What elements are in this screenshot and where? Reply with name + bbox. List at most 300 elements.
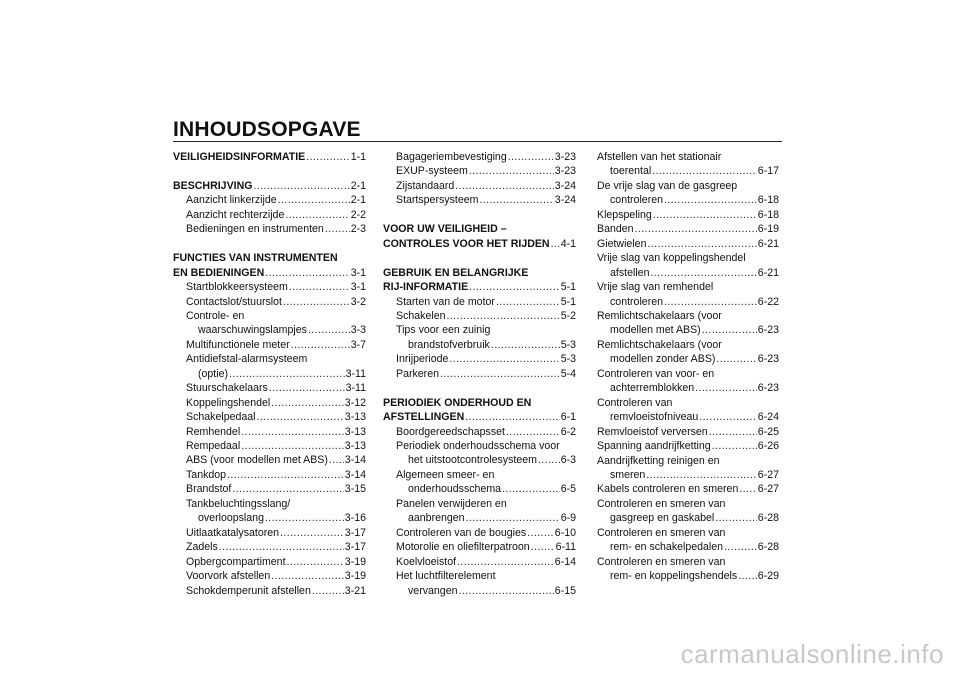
toc-entry-continued (597, 396, 779, 410)
toc-entry-label: Remlichtschakelaars (voor (597, 309, 722, 322)
toc-entry[interactable] (383, 511, 576, 525)
toc-entry[interactable] (173, 208, 366, 222)
toc-entry-continued (383, 468, 576, 482)
toc-entry-page-number: 3-16 (344, 512, 366, 525)
toc-entry-label: Het luchtfilterelement (396, 570, 496, 583)
toc-entry[interactable] (173, 323, 366, 337)
toc-entry-label: Controle- en (186, 309, 245, 322)
toc-entry-page-number: 5-1 (560, 281, 576, 294)
dot-leader (308, 323, 350, 337)
dot-leader (508, 150, 554, 164)
toc-entry[interactable] (383, 150, 576, 164)
dot-leader (440, 367, 560, 381)
toc-entry-page-number: 1-1 (350, 151, 366, 163)
dot-leader (257, 410, 344, 424)
toc-entry-label: modellen met ABS) (610, 324, 701, 337)
toc-entry[interactable] (383, 280, 576, 294)
toc-entry-label: Controleren van voor- en (597, 367, 715, 380)
toc-entry-page-number: 3-15 (344, 483, 366, 496)
dot-leader (285, 208, 349, 222)
toc-entry-label: Opbergcompartiment (186, 555, 286, 568)
toc-entry-label: Schakelen (396, 309, 446, 322)
toc-entry-label: het uitstootcontrolesysteem (408, 454, 537, 467)
toc-entry[interactable] (383, 367, 576, 381)
toc-entry[interactable] (597, 222, 779, 236)
toc-entry-label: Vrije slag van koppelingshendel (597, 252, 746, 265)
toc-entry-label: Vrije slag van remhendel (597, 281, 714, 294)
dot-leader (265, 266, 349, 280)
toc-entry-label: Periodiek onderhoudsschema voor (396, 440, 560, 453)
toc-entry-label: onderhoudsschema (408, 483, 502, 496)
toc-entry-page-number: 3-24 (554, 179, 576, 192)
toc-entry[interactable] (383, 193, 576, 207)
toc-entry-label: Aanzicht linkerzijde (186, 194, 277, 207)
dot-leader (496, 295, 560, 309)
toc-entry-label: Klepspeling (597, 208, 652, 221)
toc-entry-label: VEILIGHEIDSINFORMATIE (173, 151, 306, 163)
toc-entry[interactable] (597, 569, 779, 583)
toc-entry-label: Tips voor een zuinig (396, 324, 491, 337)
toc-entry[interactable] (383, 584, 576, 598)
toc-entry-page-number: 6-9 (560, 512, 576, 525)
toc-entry[interactable] (597, 511, 779, 525)
dot-leader (646, 468, 756, 482)
toc-entry[interactable] (383, 410, 576, 424)
toc-entry-label: Zijstandaard (396, 179, 455, 192)
toc-entry-page-number: 6-28 (757, 512, 779, 525)
dot-leader (271, 569, 344, 583)
toc-entry[interactable] (383, 309, 576, 323)
dot-leader (551, 237, 560, 251)
toc-entry-page-number: 6-14 (554, 555, 576, 568)
dot-leader (312, 584, 344, 598)
toc-entry[interactable] (597, 381, 779, 395)
dot-leader (695, 381, 757, 395)
toc-entry-label: gasgreep en gaskabel (610, 512, 715, 525)
toc-entry[interactable] (173, 179, 366, 193)
dot-leader (271, 396, 344, 410)
toc-entry-label: Controleren en smeren van (597, 526, 726, 539)
toc-entry[interactable] (383, 453, 576, 467)
toc-entry-label: AFSTELLINGEN (383, 411, 465, 424)
toc-entry-label: Algemeen smeer- en (396, 468, 495, 481)
toc-entry[interactable] (173, 280, 366, 294)
dot-leader (538, 453, 560, 467)
dot-leader (635, 222, 757, 236)
toc-entry-label: Startblokkeersysteem (186, 281, 288, 294)
toc-entry[interactable] (597, 468, 779, 482)
toc-entry-label: Remlichtschakelaars (voor (597, 338, 722, 351)
toc-entry-label: toerental (610, 165, 652, 178)
toc-entry-page-number: 3-7 (350, 338, 366, 351)
dot-leader (306, 150, 349, 164)
toc-entry[interactable] (173, 540, 366, 554)
toc-entry-label: FUNCTIES VAN INSTRUMENTEN (173, 252, 338, 265)
toc-entry[interactable] (173, 468, 366, 482)
toc-entry-page-number: 3-13 (344, 425, 366, 438)
toc-entry-label: Koppelingshendel (186, 396, 271, 409)
toc-entry-page-number: 3-14 (344, 468, 366, 481)
dot-leader (739, 482, 756, 496)
toc-entry[interactable] (173, 453, 366, 467)
dot-leader (241, 425, 344, 439)
toc-entry-page-number: 3-19 (344, 555, 366, 568)
toc-entry-label: Multifunctionele meter (186, 338, 290, 351)
toc-entry-label: Gietwielen (597, 237, 647, 250)
toc-entry[interactable] (383, 338, 576, 352)
toc-entry-continued (597, 338, 779, 352)
toc-entry-label: Startspersysteem (396, 194, 479, 207)
dot-leader (287, 555, 344, 569)
toc-entry[interactable] (597, 410, 779, 424)
dot-leader (724, 540, 757, 554)
toc-entry-label: Afstellen van het stationair (597, 151, 722, 163)
toc-entry-label: Controleren van (597, 396, 673, 409)
toc-entry-label: controleren (610, 194, 663, 207)
toc-entry-label: afstellen (610, 266, 650, 279)
toc-entry-label: aanbrengen (408, 512, 465, 525)
dot-leader (278, 193, 350, 207)
toc-entry-label: brandstofverbruik (408, 338, 490, 351)
toc-entry-page-number: 6-11 (555, 541, 576, 554)
toc-entry-label: Panelen verwijderen en (396, 497, 507, 510)
toc-entry-continued (173, 251, 366, 265)
toc-entry-label: De vrije slag van de gasgreep (597, 179, 738, 192)
dot-leader (502, 482, 560, 496)
toc-entry-page-number: 3-23 (554, 151, 576, 163)
toc-entry-label: RIJ-INFORMATIE (383, 281, 469, 294)
dot-leader (465, 410, 559, 424)
toc-column-2 (383, 150, 576, 598)
toc-entry-label: Boordgereedschapsset (396, 425, 505, 438)
toc-entry[interactable] (597, 482, 779, 496)
dot-leader (712, 439, 757, 453)
toc-entry-continued (383, 439, 576, 453)
toc-entry-page-number: 3-11 (345, 367, 366, 380)
toc-entry-label: Controleren en smeren van (597, 555, 726, 568)
toc-entry[interactable] (173, 150, 366, 164)
watermark: carmanualsonline.info (680, 639, 944, 669)
toc-entry[interactable] (597, 540, 779, 554)
dot-leader (449, 352, 559, 366)
toc-entry[interactable] (173, 396, 366, 410)
toc-entry[interactable] (173, 511, 366, 525)
toc-entry-page-number: 3-19 (344, 570, 366, 583)
dot-leader (702, 323, 757, 337)
toc-entry-page-number: 3-14 (344, 454, 366, 467)
toc-entry[interactable] (173, 482, 366, 496)
toc-entry-page-number: 3-1 (350, 266, 366, 279)
toc-entry-continued (597, 251, 779, 265)
dot-leader (527, 526, 554, 540)
toc-entry-page-number: 2-1 (350, 194, 366, 207)
toc-entry-page-number: 3-12 (344, 396, 366, 409)
dot-leader (280, 526, 344, 540)
toc-entry[interactable] (383, 237, 576, 251)
toc-entry-page-number: 6-28 (757, 541, 779, 554)
toc-entry[interactable] (173, 367, 366, 381)
toc-entry-page-number: 3-11 (345, 382, 366, 395)
dot-leader (715, 511, 757, 525)
toc-entry-label: Bedieningen en instrumenten (186, 223, 324, 236)
toc-entry-continued (597, 497, 779, 511)
toc-entry[interactable] (173, 338, 366, 352)
toc-entry-label: Bagageriembevestiging (396, 151, 507, 163)
toc-entry-page-number: 6-10 (554, 526, 576, 539)
dot-leader (219, 540, 344, 554)
toc-entry-page-number: 6-17 (757, 165, 779, 178)
toc-entry-page-number: 6-15 (554, 584, 576, 597)
dot-leader (446, 309, 559, 323)
toc-entry-label: Schokdemperunit afstellen (186, 584, 311, 597)
toc-entry-label: ABS (voor modellen met ABS) (186, 454, 328, 467)
toc-entry-page-number: 6-24 (757, 411, 779, 424)
toc-entry-continued (597, 179, 779, 193)
toc-entry-page-number: 6-19 (757, 223, 779, 236)
dot-leader (469, 164, 554, 178)
dot-leader (652, 164, 757, 178)
toc-entry[interactable] (597, 266, 779, 280)
toc-entry-continued (383, 569, 576, 583)
toc-entry-label: Stuurschakelaars (186, 382, 268, 395)
toc-entry-label: Banden (597, 223, 634, 236)
dot-leader (647, 237, 756, 251)
toc-entry-page-number: 3-24 (554, 194, 576, 207)
toc-entry[interactable] (173, 555, 366, 569)
toc-entry-page-number: 6-21 (757, 237, 779, 250)
dot-leader (650, 266, 756, 280)
toc-entry-page-number: 2-2 (350, 208, 366, 221)
toc-entry-continued (383, 222, 576, 236)
toc-entry-label: Controleren en smeren van (597, 497, 726, 510)
toc-entry-label: Tankbeluchtingsslang/ (186, 497, 291, 510)
toc-entry-continued (597, 367, 779, 381)
toc-entry-label: Aandrijfketting reinigen en (597, 454, 720, 467)
toc-entry-label: achterremblokken (610, 382, 695, 395)
toc-entry-continued (597, 309, 779, 323)
toc-entry-label: Motorolie en oliefilterpatroon (396, 541, 530, 554)
toc-entry[interactable] (383, 352, 576, 366)
toc-entry[interactable] (173, 425, 366, 439)
dot-leader (479, 193, 553, 207)
dot-leader (506, 425, 560, 439)
toc-entry[interactable] (383, 179, 576, 193)
toc-entry[interactable] (383, 425, 576, 439)
toc-entry-label: waarschuwingslampjes (198, 324, 307, 337)
toc-entry-page-number: 3-21 (344, 584, 366, 597)
dot-leader (531, 540, 555, 554)
toc-entry-label: Contactslot/stuurslot (186, 295, 282, 308)
toc-entry-page-number: 6-18 (757, 208, 779, 221)
toc-entry-page-number: 5-3 (560, 338, 576, 351)
toc-entry-continued (597, 280, 779, 294)
toc-entry[interactable] (173, 439, 366, 453)
toc-entry[interactable] (597, 164, 779, 178)
toc-entry-page-number: 6-2 (560, 425, 576, 438)
toc-entry-label: Brandstof (186, 483, 232, 496)
toc-entry[interactable] (173, 410, 366, 424)
toc-entry[interactable] (173, 295, 366, 309)
toc-entry-label: rem- en koppelingshendels (610, 570, 738, 583)
dot-leader (329, 453, 344, 467)
toc-entry-label: remvloeistofniveau (610, 411, 699, 424)
toc-entry-label: Controleren van de bougies (396, 526, 527, 539)
toc-column-3 (597, 150, 779, 584)
toc-entry[interactable] (597, 425, 779, 439)
toc-entry[interactable] (383, 482, 576, 496)
dot-leader (265, 511, 344, 525)
toc-entry-page-number: 6-22 (757, 295, 779, 308)
toc-entry-continued (597, 454, 779, 468)
dot-leader (289, 280, 350, 294)
toc-entry[interactable] (597, 439, 779, 453)
dot-leader (229, 367, 345, 381)
toc-entry-continued (173, 497, 366, 511)
dot-leader (291, 338, 350, 352)
toc-entry[interactable] (173, 266, 366, 280)
toc-entry-label: EN BEDIENINGEN (173, 266, 265, 279)
toc-entry-page-number: 3-13 (344, 411, 366, 424)
toc-entry-page-number: 5-2 (560, 309, 576, 322)
toc-entry-continued (597, 150, 779, 164)
toc-entry[interactable] (173, 222, 366, 236)
toc-entry-label: BESCHRIJVING (173, 179, 253, 192)
toc-entry-label: vervangen (408, 584, 458, 597)
toc-entry-page-number: 3-17 (344, 541, 366, 554)
toc-entry[interactable] (383, 295, 576, 309)
toc-entry-label: Koelvloeistof (396, 555, 457, 568)
toc-entry-page-number: 2-1 (350, 179, 366, 192)
dot-leader (241, 439, 344, 453)
toc-entry-label: Schakelpedaal (186, 411, 256, 424)
toc-entry-label: Inrijperiode (396, 353, 449, 366)
dot-leader (455, 179, 554, 193)
dot-leader (709, 425, 757, 439)
dot-leader (457, 555, 554, 569)
toc-entry-label: VOOR UW VEILIGHEID – (383, 223, 507, 236)
toc-entry-label: (optie) (198, 367, 229, 380)
dot-leader (699, 410, 756, 424)
toc-entry-label: modellen zonder ABS) (610, 353, 716, 366)
toc-entry[interactable] (173, 569, 366, 583)
toc-entry[interactable] (383, 540, 576, 554)
toc-entry[interactable] (597, 237, 779, 251)
dot-leader (458, 584, 553, 598)
toc-entry-continued (597, 555, 779, 569)
toc-entry-continued (383, 266, 576, 280)
page-title: INHOUDSOPGAVE (173, 118, 361, 141)
toc-entry-page-number: 2-3 (350, 223, 366, 236)
dot-leader (227, 468, 344, 482)
toc-entry[interactable] (597, 295, 779, 309)
toc-entry[interactable] (383, 526, 576, 540)
toc-entry-label: EXUP-systeem (396, 165, 468, 178)
toc-entry[interactable] (597, 323, 779, 337)
toc-entry-page-number: 6-25 (757, 425, 779, 438)
toc-entry-label: Uitlaatkatalysatoren (186, 526, 280, 539)
toc-entry-continued (173, 309, 366, 323)
dot-leader (664, 295, 757, 309)
dot-leader (664, 193, 757, 207)
toc-entry-page-number: 3-1 (350, 281, 366, 294)
dot-leader (283, 295, 350, 309)
toc-entry-page-number: 4-1 (560, 237, 576, 250)
dot-leader (738, 569, 757, 583)
toc-entry-page-number: 6-21 (757, 266, 779, 279)
toc-entry[interactable] (173, 584, 366, 598)
toc-entry-continued (383, 497, 576, 511)
toc-entry-label: Rempedaal (186, 440, 241, 453)
toc-entry-page-number: 6-18 (757, 194, 779, 207)
toc-entry-label: overloopslang (198, 512, 264, 525)
toc-entry-continued (597, 526, 779, 540)
toc-entry-page-number: 3-3 (350, 324, 366, 337)
toc-entry-label: Remhendel (186, 425, 241, 438)
toc-entry-label: controleren (610, 295, 663, 308)
toc-entry-page-number: 6-23 (757, 353, 779, 366)
toc-entry-page-number: 6-23 (757, 382, 779, 395)
title-divider (173, 141, 782, 142)
dot-leader (253, 179, 349, 193)
dot-leader (466, 511, 560, 525)
dot-leader (269, 381, 345, 395)
toc-entry-label: GEBRUIK EN BELANGRIJKE (383, 266, 529, 279)
toc-entry-label: Voorvork afstellen (186, 570, 271, 583)
toc-entry-page-number: 6-3 (560, 454, 576, 467)
toc-entry-label: rem- en schakelpedalen (610, 541, 724, 554)
toc-entry-label: Spanning aandrijfketting (597, 440, 711, 453)
toc-entry-label: Remvloeistof verversen (597, 425, 708, 438)
toc-entry-label: smeren (610, 468, 646, 481)
toc-entry-label: Starten van de motor (396, 295, 495, 308)
toc-entry-page-number: 6-27 (757, 468, 779, 481)
toc-entry[interactable] (173, 381, 366, 395)
toc-entry[interactable] (383, 555, 576, 569)
toc-entry-page-number: 3-2 (350, 295, 366, 308)
toc-entry[interactable] (173, 193, 366, 207)
toc-entry[interactable] (597, 193, 779, 207)
toc-entry-page-number: 3-17 (344, 526, 366, 539)
toc-entry-label: Zadels (186, 541, 218, 554)
toc-entry[interactable] (597, 208, 779, 222)
toc-entry[interactable] (383, 164, 576, 178)
toc-entry-page-number: 6-1 (560, 411, 576, 424)
toc-entry-page-number: 6-27 (757, 483, 779, 496)
toc-entry-page-number: 6-29 (757, 570, 779, 583)
dot-leader (716, 352, 756, 366)
dot-leader (325, 222, 350, 236)
toc-entry-page-number: 5-4 (560, 367, 576, 380)
toc-entry[interactable] (173, 526, 366, 540)
toc-entry-continued (173, 352, 366, 366)
toc-entry-label: Tankdop (186, 468, 227, 481)
dot-leader (491, 338, 560, 352)
toc-entry-page-number: 6-23 (757, 324, 779, 337)
toc-column-1 (173, 150, 366, 598)
toc-entry-page-number: 5-1 (560, 295, 576, 308)
toc-entry-label: CONTROLES VOOR HET RIJDEN (383, 237, 550, 250)
dot-leader (232, 482, 343, 496)
toc-entry-page-number: 5-3 (560, 353, 576, 366)
toc-entry-label: Antidiefstal-alarmsysteem (186, 353, 308, 366)
toc-entry-label: Kabels controleren en smeren (597, 483, 739, 496)
toc-entry-continued (383, 396, 576, 410)
toc-entry-page-number: 3-23 (554, 165, 576, 178)
toc-entry-page-number: 3-13 (344, 440, 366, 453)
toc-entry[interactable] (597, 352, 779, 366)
toc-entry-page-number: 6-26 (757, 440, 779, 453)
dot-leader (469, 280, 560, 294)
